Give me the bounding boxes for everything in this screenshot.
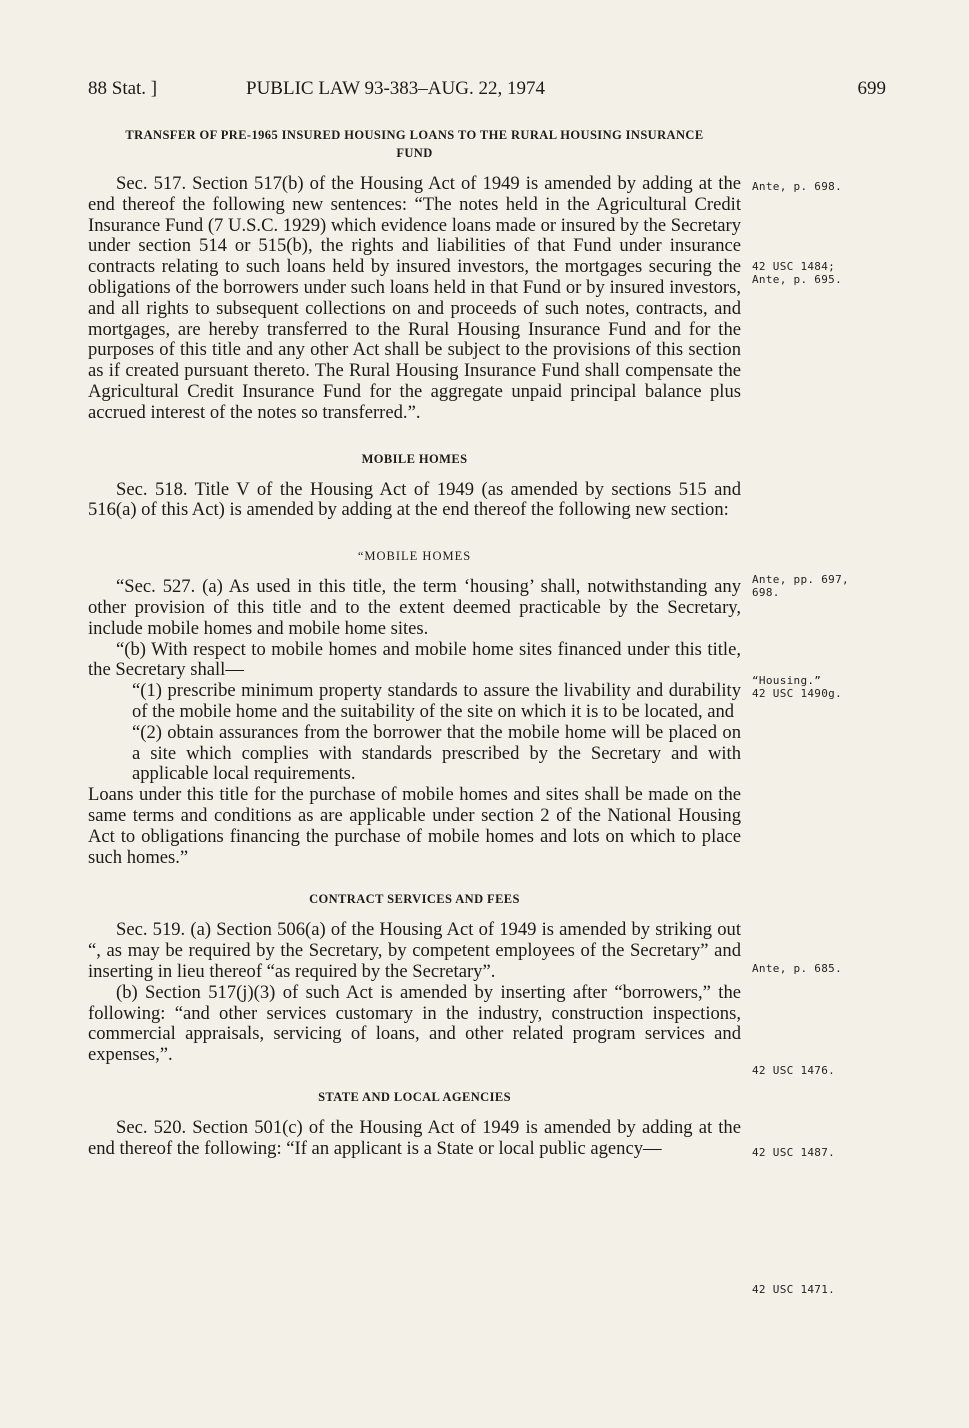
section-527-item-1: “(1) prescribe minimum property standards to assure the livability and durability of the mobile home and the suitability of the site on which it is to be located, and [132,680,741,722]
section-527-para-a: “Sec. 527. (a) As used in this title, the term ‘housing’ shall, notwithstanding any other provision of this title and to the extent deemed practicable by the Secretary, include mobile homes and mobile home sites. [88,576,741,639]
margin-note-housing: “Housing.” 42 USC 1490g. [752,674,842,700]
section-517-caption: TRANSFER OF PRE-1965 INSURED HOUSING LOANS TO THE RURAL HOUSING INSURANCE FUND [125,128,704,160]
section-527-caption: “MOBILE HOMES [357,549,472,564]
margin-note-ante-685: Ante, p. 685. [752,962,842,975]
margin-note-42usc1471: 42 USC 1471. [752,1283,836,1296]
section-517-text: Sec. 517. Section 517(b) of the Housing Act of 1949 is amended by adding at the end thereof the following new sentences: “The notes held in the Agricultural Credit Insurance Fund (7 U.S.C. 1929) which evidence loans made or insured by the Secretary under section 514 or 515(b), the rights and liabilities of that Fund under insurance contracts relating to such loans held by insured investors, the mortgages securing the obligations of the borrowers under such loans held in that Fund or by insured investors, and all rights to subsequent collections on and proceeds of such notes, contracts, and mortgages, are hereby transferred to the Rural Housing Insurance Fund and for the purposes of this title and any other Act shall be subject to the provisions of this section as if created pursuant thereto. The Rural Housing Insurance Fund shall compensate the Agricultural Credit Insurance Fund for the aggregate unpaid principal balance plus accrued interest of the notes so transferred.”. [88,173,741,423]
section-519-para-a: Sec. 519. (a) Section 506(a) of the Housing Act of 1949 is amended by striking out “, as may be required by the Secretary, by competent employees of the Secretary” and inserting in lieu thereof “as required by the Secretary”. [88,919,741,982]
margin-note-ante-698: Ante, p. 698. [752,180,842,193]
section-519-caption: CONTRACT SERVICES AND FEES [309,892,520,907]
margin-note-42usc1484: 42 USC 1484; Ante, p. 695. [752,260,842,286]
margin-note-42usc1487: 42 USC 1487. [752,1146,836,1159]
statute-reference: 88 Stat. ] [88,78,158,99]
section-520-text: Sec. 520. Section 501(c) of the Housing Act of 1949 is amended by adding at the end thereof the following: “If an applicant is a State or local public agency— [88,1116,741,1159]
running-header [88,78,888,106]
section-520-caption: STATE AND LOCAL AGENCIES [318,1089,511,1104]
margin-note-42usc1476: 42 USC 1476. [752,1064,836,1077]
section-527-closing: Loans under this title for the purchase of mobile homes and sites shall be made on the same terms and conditions as are applicable under section 2 of the National Housing Act to obligations financing the purchase of mobile homes and lots on which to place such homes.” [88,784,741,868]
section-518-text: Sec. 518. Title V of the Housing Act of 1949 (as amended by sections 515 and 516(a) of this Act) is amended by adding at the end thereof the following new section: [88,478,741,521]
section-527-item-2: “(2) obtain assurances from the borrower that the mobile home will be placed on a site which complies with standards prescribed by the Secretary and with applicable local requirements. [132,721,741,785]
section-518-caption: MOBILE HOMES [361,451,468,466]
page-number: 699 [857,78,886,99]
section-519-para-b: (b) Section 517(j)(3) of such Act is amended by inserting after “borrowers,” the following: “and other services customary in the industry, construction inspections, commercial appraisals, servicing of loans, and other related program services and expenses,”. [88,981,741,1066]
section-527-para-b: “(b) With respect to mobile homes and mobile home sites financed under this title, the Secretary shall— [88,638,741,681]
main-text-column [88,126,741,1159]
law-title: PUBLIC LAW 93-383–AUG. 22, 1974 [246,78,545,99]
margin-note-ante-697: Ante, pp. 697, 698. [752,573,849,599]
